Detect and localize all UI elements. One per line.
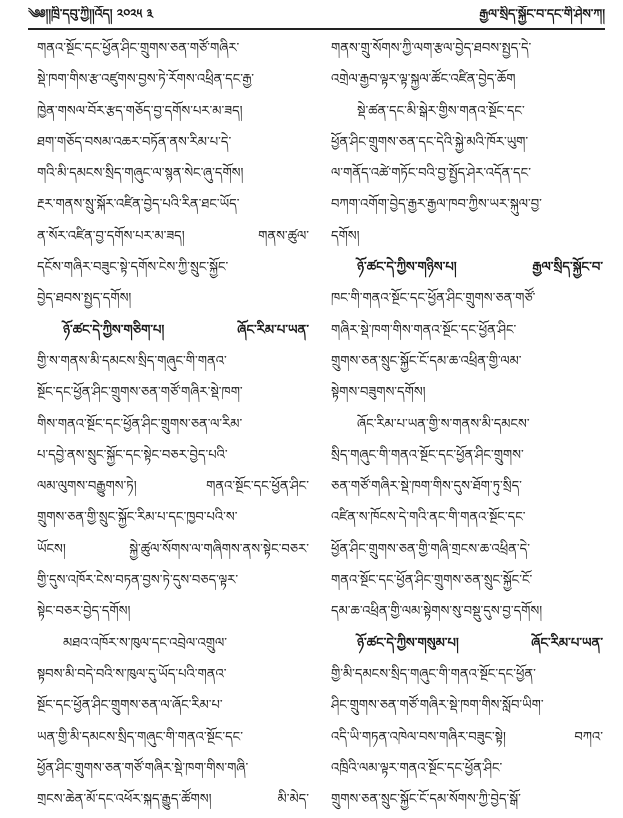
right-column bbox=[331, 33, 603, 812]
text-line: གྱི་དུས་འཁོར་ངེས་བཏན་བྱས་ཏེ་དུས་བཅད་ལྟར་ bbox=[37, 573, 239, 589]
text-line: བྱེད་ཐབས་སྤྱད་དགོས། bbox=[37, 291, 132, 307]
text-line: དངོས་གཞིར་བཟུང་སྟེ་དགོས་ངེས་ཀྱི་སྲུང་སྐྱོང་ bbox=[37, 260, 229, 276]
section-heading-line: ཉོ་ཚང་དེ་ཀྱིས་གསུམ་པ། ཞོང་རིམ་པ་ཡན་ bbox=[357, 635, 603, 651]
text-line: གྱི་མི་དམངས་སྲིད་གཞུང་གི་གནའ་སྔོང་དང་ཕྱོན་ bbox=[331, 666, 536, 682]
text-line: སྡེ་ཁག་གིས་རྩ་འཛུགས་བྱས་ཏེ་རོགས་འཕྲིན་དང་རྒྱ་ bbox=[37, 72, 254, 88]
text-line: དགོས། bbox=[331, 228, 360, 244]
section-title: རྒྱལ་སྲིད་སྐྱོང་བ་དང་གི་ཤེས་ཀ། bbox=[479, 6, 605, 21]
text-line: འཁྲིའི་ལམ་ལྟར་གནའ་སྔོང་དང་ཕྱོན་ཤིང་ bbox=[331, 760, 503, 776]
text-line: ཕྱོན་ཤིང་གྲུགས་ཅན་དང་དེའི་སྐྱེ་མའི་ཁོར་ཡུག་ bbox=[331, 134, 529, 150]
text-line: ཤིང་གྲུགས་ཅན་གཙོ་གཞིར་སྡེ་ཁག་གིས་སློབ་ཡིག་ bbox=[331, 698, 544, 714]
text-line: སྔོང་དང་ཕྱོན་ཤིང་གྲུགས་ཅན་གཙོ་གཞིར་སྡེ་ཁག་ bbox=[37, 385, 243, 401]
text-line: བཀག་འགོག་བྱེད་རྒྱར་རྒྱལ་ཁབ་ཀྱིས་ཡར་སྐུལ་བྱ་ bbox=[331, 197, 542, 213]
text-line: གྱི་ས་གནས་མི་དམངས་སྲིད་གཞུང་གི་གནའ་ bbox=[37, 353, 227, 369]
text-line: སྟེགས་བཟུགས་དགོས། bbox=[331, 385, 426, 401]
section-heading-line: ཉོ་ཚང་དེ་ཀྱིས་གཉིས་པ། རྒྱལ་སྲིད་སྐྱོང་བ་ bbox=[357, 260, 603, 276]
text-line: སྲིད་གཞུང་གི་གནའ་སྔོང་དང་ཕྱོན་ཤིང་གྲུགས་ bbox=[331, 447, 524, 463]
text-line: ཕྱོན་ཤིང་གྲུགས་ཅན་གྱི་གཞི་གྲངས་ཆ་འཕྲིན་དེ་ bbox=[331, 541, 530, 557]
text-line: ལ་གནོད་འཚེ་གཏོང་བའི་བྱ་སྤྱོད་ཤེར་འདོན་དང་ bbox=[331, 166, 531, 182]
text-line: སྡེ་ཚན་དང་མི་སྒེར་གྱིས་གནའ་སྔོང་དང་ bbox=[357, 103, 525, 119]
text-line: གནའ་སྔོང་དང་ཕྱོན་ཤིང་གྲུགས་ཅན་གཙོ་གཞིར་ bbox=[37, 41, 240, 56]
text-line: མཐའ་འཁོར་ས་ཁུལ་དང་འབྲེལ་འགྲུལ་ bbox=[63, 635, 227, 651]
text-line: གྲུགས་ཅན་སྲུང་སྐྱོང་ངོ་དམ་སོགས་ཀྱི་བྱེད་སྒོ་ bbox=[331, 792, 521, 808]
text-line: ཡན་གྱི་མི་དམངས་སྲིད་གཞུང་གི་གནའ་སྔོང་དང་ bbox=[37, 729, 243, 745]
text-line: ཞོང་རིམ་པ་ཡན་གྱི་ས་གནས་མི་དམངས་ bbox=[357, 416, 530, 432]
text-line: གནས་གྲུ་སོགས་ཀྱི་ལག་རྩལ་བྱེད་ཐབས་སྤྱད་དེ་ bbox=[331, 41, 532, 56]
text-line: པ་དབྱེ་ནས་སྲུང་སྐྱོང་དང་སྟེང་བཅར་བྱེད་པའི་ bbox=[37, 447, 228, 463]
journal-title: ༄༅།།ཁྲི་དབུ་ཀྱི།།འོད། ༢༠༢༥ ༣ bbox=[28, 6, 154, 21]
section-heading-line: ཉོ་ཚང་དེ་ཀྱིས་གཅིག་པ། ཞོང་རིམ་པ་ཡན་ bbox=[63, 322, 309, 338]
text-line: ལམ་ལུགས་བརྒྱུགས་ཏེ། གནའ་སྔོང་དང་ཕྱོན་ཤིང་ bbox=[37, 479, 309, 495]
running-header bbox=[28, 6, 605, 28]
text-line: ཁྱེན་གསལ་བོར་རྩད་གཅོད་བྱ་དགོས་པར་མ་ཟད། bbox=[37, 103, 243, 119]
text-line: རྔར་གནས་སྲུ་སྐོར་འཛིན་བྱེད་པའི་རིན་ཐང་ཡོད་ bbox=[37, 197, 240, 213]
text-line: གྲུགས་ཅན་སྲུང་སྐྱོང་ངོ་དམ་ཆ་འཕྲིན་གྱི་ལམ་ bbox=[331, 353, 522, 369]
left-column bbox=[37, 33, 309, 812]
text-line: ན་སོར་འཛིན་བྱ་དགོས་པར་མ་ཟད། གནས་ཚུལ་ bbox=[37, 228, 309, 244]
text-line: གིས་གནའ་སྔོང་དང་ཕྱོན་ཤིང་གྲུགས་ཅན་ལ་རིམ་ bbox=[37, 416, 243, 432]
text-line: སྟེང་བཅར་བྱེད་དགོས། bbox=[37, 604, 131, 620]
text-line: འཛིན་ས་ཁོངས་དེ་གའི་ནང་གི་གནའ་སྔོང་དང་ bbox=[331, 510, 526, 526]
text-line: ཕྱོན་ཤིང་གྲུགས་ཅན་གཙོ་གཞིར་སྡེ་ཁག་གིས་གཞི་ bbox=[37, 760, 249, 776]
text-line: དམ་ཆ་འཕྲིན་གྱི་ལམ་སྟེགས་སུ་བསྡུ་དུས་བྱ་དགོས། bbox=[331, 604, 543, 620]
text-line: ཅན་གཙོ་གཞིར་སྡེ་ཁག་གིས་དུས་ཐོག་ཏུ་སྲིད་ bbox=[331, 479, 522, 495]
text-line: གའི་མི་དམངས་སྲིད་གཞུང་ལ་སྙན་སེང་ཞུ་དགོས། bbox=[37, 166, 244, 182]
text-line: གྲུགས་ཅན་གྱི་སྲུང་སྐྱོང་རིམ་པ་དང་ཁྱབ་པའི་ས་ bbox=[37, 510, 238, 526]
text-line: སྟབས་མི་བདེ་བའི་ས་ཁུལ་དུ་ཡོད་པའི་གནའ་ bbox=[37, 666, 227, 682]
text-line: གནའ་སྔོང་དང་ཕྱོན་ཤིང་གྲུགས་ཅན་སྲུང་སྐྱོང་ངོ་ bbox=[331, 573, 533, 589]
text-line: འདི་ཡི་གཏན་འཁེལ་བས་གཞིར་བཟུང་སྟེ། བཀའ་ bbox=[331, 729, 603, 745]
text-line: གྲངས་ཆེན་མོ་དང་འཕོར་སྐད་རྒྱུད་ཚོགས། མི་མེད་ bbox=[37, 792, 309, 808]
text-line: འགྲེལ་རྒྱབ་ལྟར་ལྟ་སྐྱལ་ཚོང་འཛིན་བྱེད་ཆོག bbox=[331, 72, 516, 88]
text-line: ཐག་གཅོད་བསམ་འཆར་བཏོན་ནས་རིམ་པ་དེ་ bbox=[37, 134, 232, 150]
text-line: གཞིར་སྡེ་ཁག་གིས་གནའ་སྔོང་དང་ཕྱོན་ཤིང་ bbox=[331, 322, 517, 338]
header-rule bbox=[28, 28, 605, 30]
text-line: ཁང་གི་གནའ་སྔོང་དང་ཕྱོན་ཤིང་གྲུགས་ཅན་གཙོ་ bbox=[331, 291, 536, 307]
text-line: ཡོངས། སྐྱེ་ཚུལ་སོགས་ལ་གཞིགས་ནས་སྟེང་བཅར་ bbox=[37, 541, 309, 557]
text-line: སྔོང་དང་ཕྱོན་ཤིང་གྲུགས་ཅན་ལ་ཞོང་རིམ་པ་ bbox=[37, 698, 223, 714]
